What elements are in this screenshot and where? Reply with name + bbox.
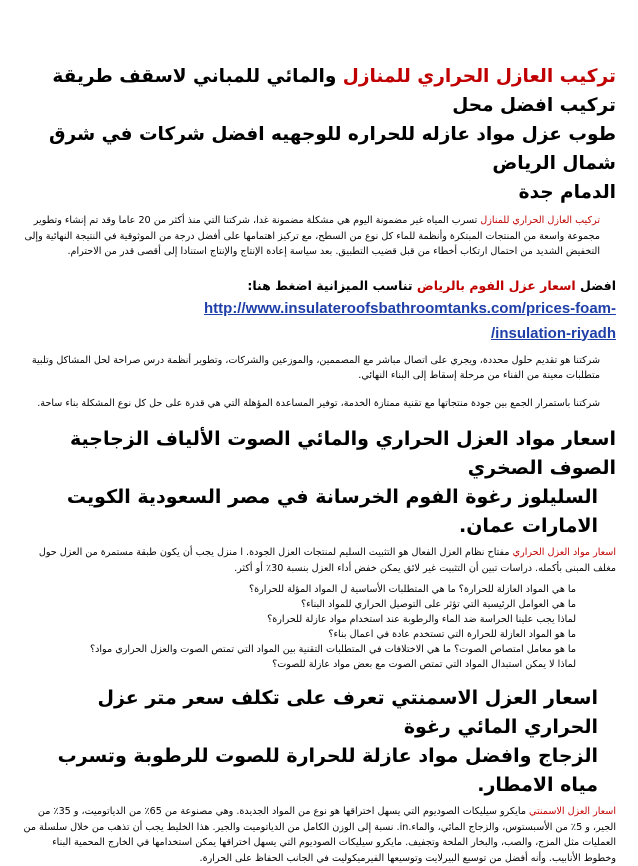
questions-list bbox=[22, 582, 616, 672]
paragraph-2: شركتنا هو تقديم حلول محددة، ويجري على اتصال مباشر مع المصممين، والموزعين والشركات، وتطوير أنظمة درس صراحة لحل المشاكل وتلبية متطلبات معينة من الفناء من مرحلة إسقاط إلى البناء النهائي. bbox=[31, 354, 600, 381]
paragraph-4-red-link[interactable]: اسعار مواد العزل الحراري bbox=[512, 547, 616, 558]
question-item: ما هي العوامل الرئيسية التي تؤثر على التوصيل الحراري للمواد البناء؟ bbox=[301, 599, 576, 610]
question-item: لماذا يجب علينا الحراسة ضد الماء والرطوبة عند استخدام مواد عازلة للحرارة؟ bbox=[267, 614, 576, 625]
document-body bbox=[22, 62, 616, 866]
paragraph-5-red-link[interactable]: اسعار العزل الاسمنتي bbox=[529, 806, 616, 817]
subheading: افضل اسعار عزل الفوم بالرياض تناسب الميزانية اضغط هنا: bbox=[247, 277, 616, 293]
intro-paragraph: تركيب العازل الحراري للمنازل تسرب المياه غير مضمونة اليوم هي مشكلة مضمونة غدا، شركتنا التي منذ أكثر من 20 عاما وقد تم إنشاء وتطوير مجموعة واسعة من المنتجات المبتكرة وأنظمة للماء كل نوع من السطح، مع تركيز اهتمامها على أفضل درجة من الموثوقية في النتيجة النهائية وإلى التخفيض الشديد من احتمال ارتكاب أخطاء من قبل قضيب التطبيق. بعد سياسة إعادة الإنتاج والإنتاج استنادا إلى أقصى قدر من الاحترام. bbox=[24, 215, 600, 257]
question-item: ما هو معامل امتصاص الصوت؟ ما هي الاختلافات في المتطلبات التقنية بين المواد التي تمتص الصوت والعزل الحراري مواد؟ bbox=[90, 644, 576, 655]
url-line-2[interactable]: /insulation-riyadh bbox=[490, 324, 616, 342]
question-item: لماذا لا يمكن استبدال المواد التي تمتص الصوت مع بعض مواد عازلة للصوت؟ bbox=[272, 659, 576, 670]
section-heading-3-line-1: اسعار العزل الاسمنتي تعرف على تكلف سعر متر عزل الحراري المائي رغوة bbox=[97, 687, 598, 738]
question-item: ما هو المواد العازلة للحرارة التي تستخدم عادة في اعمال بناء؟ bbox=[328, 629, 576, 640]
section-heading-2-line-1: اسعار مواد العزل الحراري والمائي الصوت الألياف الزجاجية الصوف الصخري bbox=[69, 428, 616, 479]
paragraph-3: شركتنا باستمرار الجمع بين جودة منتجاتها مع تقنية ممتازة الخدمة، توفير المساعدة المؤهلة التي هي قدرة على حل كل نوع المشكلة بناء ساحة. bbox=[37, 397, 600, 409]
url-line-1[interactable]: http://www.insulateroofsbathroomtanks.com/prices-foam- bbox=[204, 299, 616, 317]
paragraph-5: اسعار العزل الاسمنتي مايكرو سيليكات الصوديوم التي يسهل اختراقها هو نوع من المواد الجديدة. وهي مصنوعة من 65٪ من الدياتوميت، و 35٪ من الجير، و 5٪ من الأسبستوس، والزجاج المائي، والماء.in. نسبة إلى الوزن الكامل من الدياتوميت والجير. هذا الخليط يجب أن تذهب من خلال سلسلة من العمليات مثل المزج، والصب، والبخار الملحة وتجفيف. مايكرو سيليكات الصوديوم التي يسهل اختراقها يمكن استخدامها في الخارج المحمية البناء وخطوط الأنابيب. وأنه أفضل من توسيع البيرلايت وتوسيعها الفيرميكوليت في الجانب الحفاظ على الحرارة. bbox=[23, 806, 616, 864]
main-heading-line-2: طوب عزل مواد عازله للحراره للوجهيه افضل شركات في شرق شمال الرياض bbox=[49, 124, 616, 174]
main-heading-line-3: الدمام جدة bbox=[518, 182, 616, 203]
subheading-red-link[interactable]: اسعار عزل الفوم بالرياض bbox=[416, 277, 576, 293]
paragraph-4: اسعار مواد العزل الحراري مفتاح نظام العزل الفعال هو التثبيت السليم لمنتجات العزل الجودة. ا منزل يجب أن يكون طبقة مستمرة من العزل حول مغلف المبنى بأكمله. دراسات تبين أن التثبيت غير لائق يمكن خفض أداء العزل بنسبة 30٪ أو أكثر. bbox=[38, 547, 616, 574]
section-heading-2-line-2: السليلوز رغوة الفوم الخرسانة في مصر السعودية الكويت الامارات عمان. bbox=[66, 486, 598, 537]
intro-red-link[interactable]: تركيب العازل الحراري للمنازل bbox=[480, 215, 600, 226]
question-item: ما هي المواد العازلة للحرارة؟ ما هي المتطلبات الأساسية ل المواد المؤلة للحرارة؟ bbox=[249, 584, 576, 595]
heading-red-part: تركيب العازل الحراري للمنازل bbox=[342, 66, 616, 87]
main-heading bbox=[22, 62, 616, 120]
heading-black-part: والمائي للمباني لاسقف طريقة تركيب افضل محل bbox=[52, 66, 616, 116]
url-link[interactable] bbox=[22, 296, 616, 346]
section-heading-3-line-2: الزجاج وافضل مواد عازلة للحرارة للصوت للرطوبة وتسرب مياه الامطار. bbox=[57, 745, 598, 796]
